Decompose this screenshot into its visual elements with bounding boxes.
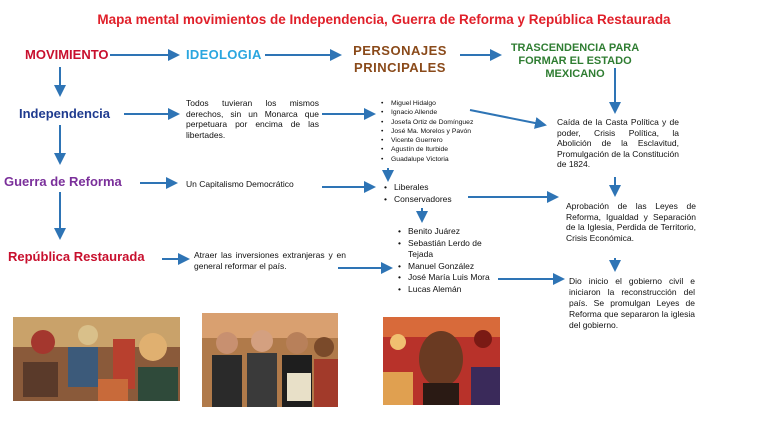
- reform-figures-mural-image: [202, 313, 338, 407]
- trascendencia-independencia: Caída de la Casta Política y de poder, Crisis Política, la Abolición de la Esclavitud, Promulgación de la Constitución de 1824.: [557, 117, 679, 169]
- list-item: • Josefa Ortiz de Domínguez: [381, 118, 501, 127]
- list-item: • José María Luis Mora: [398, 272, 498, 284]
- personajes-reforma-list: [384, 181, 504, 205]
- independence-mural-image: [13, 317, 180, 401]
- header-personajes: [340, 42, 460, 76]
- list-item: • Benito Juárez: [398, 226, 498, 238]
- list-item: • Ignacio Allende: [381, 108, 501, 117]
- list-item: • José Ma. Morelos y Pavón: [381, 127, 501, 136]
- movement-independencia: Independencia: [19, 106, 111, 121]
- header-trascendencia: TRASCENDENCIA PARA FORMAR EL ESTADO MEXICANO: [510, 42, 640, 80]
- list-item: • Conservadores: [384, 193, 504, 205]
- map-title: Mapa mental movimientos de Independencia, Guerra de Reforma y República Restaurada: [97, 12, 671, 27]
- ideology-independencia: Todos tuvieran los mismos derechos, sin un Monarca que perpetuara por encima de las libertades.: [186, 98, 319, 140]
- header-ideologia: IDEOLOGIA: [186, 47, 262, 62]
- ideology-reforma: Un Capitalismo Democrático: [186, 179, 294, 189]
- header-personajes-line2: PRINCIPALES: [354, 60, 446, 75]
- list-item: • Miguel Hidalgo: [381, 99, 501, 108]
- list-item: • Manuel González: [398, 261, 498, 273]
- republic-portrait-mural-image: [383, 317, 500, 405]
- list-item: • Guadalupe Victoria: [381, 155, 501, 164]
- header-movimiento: MOVIMIENTO: [25, 47, 109, 62]
- ideology-republica: Atraer las inversiones extranjeras y en general reformar el país.: [194, 250, 346, 271]
- movement-guerra-reforma: Guerra de Reforma: [4, 174, 122, 189]
- personajes-republica-list: [398, 226, 498, 295]
- list-item: • Vicente Guerrero: [381, 136, 501, 145]
- movement-republica-restaurada: República Restaurada: [8, 249, 145, 264]
- list-item: • Lucas Alemán: [398, 284, 498, 296]
- list-item: • Sebastián Lerdo de Tejada: [398, 238, 498, 261]
- trascendencia-reforma: Aprobación de las Leyes de Reforma, Igualdad y Separación de la Iglesia, Perdida de Territorio, Crisis Económica.: [566, 201, 696, 243]
- header-personajes-line1: PERSONAJES: [353, 43, 447, 58]
- list-item: • Liberales: [384, 181, 504, 193]
- personajes-independencia-list: [381, 99, 501, 164]
- trascendencia-republica: Dio inicio el gobierno civil e iniciaron la reconstrucción del país. Se promulgan Leyes de Reforma que separaron la iglesia del gobierno.: [569, 276, 695, 330]
- list-item: • Agustín de Iturbide: [381, 145, 501, 154]
